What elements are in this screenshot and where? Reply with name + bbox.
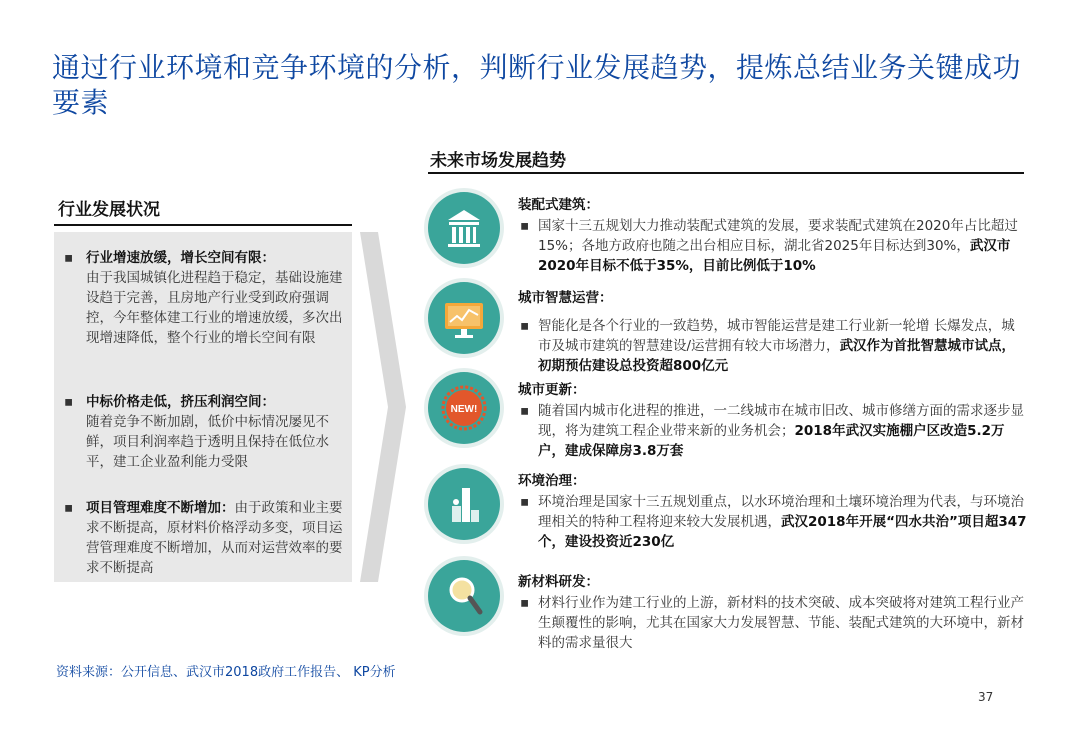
status-item-heading: 项目管理难度不断增加： (86, 500, 235, 516)
magnifier-icon (428, 560, 500, 632)
status-item-1 (64, 248, 344, 348)
status-item-body: 随着竞争不断加剧，低价中标情况屡见不鲜，项目利润率趋于透明且保持在低位水平，建工企业盈利能力受限 (86, 414, 329, 470)
trend-urban-renewal (518, 378, 1028, 461)
page-title: 通过行业环境和竞争环境的分析，判断行业发展趋势，提炼总结业务关键成功要素 (52, 51, 1022, 119)
new-badge-icon (428, 372, 500, 444)
trend-title: 环境治理： (518, 473, 586, 489)
svg-text:NEW!: NEW! (450, 404, 478, 415)
status-item-3 (64, 498, 344, 578)
bullet-icon: ▪ (520, 218, 530, 234)
bullet-icon: ▪ (64, 500, 74, 516)
bullet-icon: ▪ (520, 595, 530, 611)
status-item-body: 由于我国城镇化进程趋于稳定，基础设施建设趋于完善，且房地产行业受到政府强调控，今年整体建工行业的增速放缓，多次出现增速降低，整个行业的增长空间有限 (86, 270, 343, 346)
trend-title: 城市智慧运营： (518, 290, 613, 306)
trend-title: 新材料研发： (518, 574, 599, 590)
monitor-chart-icon (428, 282, 500, 354)
status-item-2 (64, 392, 344, 472)
trend-environment (518, 469, 1028, 552)
status-item-heading: 行业增速放缓，增长空间有限： (86, 250, 275, 266)
page-number: 37 (978, 690, 994, 704)
left-heading: 行业发展状况 (58, 200, 160, 220)
bullet-icon: ▪ (64, 394, 74, 410)
bullet-icon: ▪ (520, 318, 530, 334)
trend-title: 装配式建筑： (518, 197, 599, 213)
industry-status-panel (54, 232, 352, 582)
trend-emphasis: 武汉市2020年目标不低于35%，目前比例低于10% (538, 238, 1011, 274)
trend-smart-city (518, 286, 1028, 376)
bullet-icon: ▪ (520, 494, 530, 510)
trend-text: 国家十三五规划大力推动装配式建筑的发展，要求装配式建筑在2020年占比超过15%；各地方政府也随之出台相应目标，湖北省2025年目标达到30%， (538, 218, 1018, 254)
chevron-arrow-icon (360, 232, 406, 582)
trend-emphasis: 武汉作为首批智慧城市试点，初期预估建设总投资超800亿元 (538, 338, 1016, 374)
factory-chimney-icon (428, 468, 500, 540)
bank-building-icon (428, 192, 500, 264)
trend-text: 环境治理是国家十三五规划重点，以水环境治理和土壤环境治理为代表，与环境治理相关的特种工程将迎来较大发展机遇， (538, 494, 1024, 530)
trend-title: 城市更新： (518, 382, 586, 398)
status-item-heading: 中标价格走低，挤压利润空间： (86, 394, 275, 410)
trend-text: 随着国内城市化进程的推进，一二线城市在城市旧改、城市修缮方面的需求逐步显现，将为建筑工程企业带来新的业务机会； (538, 403, 1024, 439)
source-note: 资料来源：公开信息、武汉市2018政府工作报告、 KP分析 (56, 665, 396, 680)
right-divider (428, 172, 1024, 174)
left-divider (54, 224, 352, 226)
trend-new-materials (518, 570, 1028, 653)
trend-text: 智能化是各个行业的一致趋势，城市智能运营是建工行业新一轮增 长爆发点，城市及城市建筑的智慧建设/运营拥有较大市场潜力， (538, 318, 1015, 354)
trend-text: 材料行业作为建工行业的上游，新材料的技术突破、成本突破将对建筑工程行业产生颠覆性的影响，尤其在国家大力发展智慧、节能、装配式建筑的大环境中，新材料的需求量很大 (538, 595, 1024, 651)
trend-emphasis: 2018年武汉实施棚户区改造5.2万户，建成保障房3.8万套 (538, 423, 1005, 459)
status-item-body: 由于政策和业主要求不断提高，原材料价格浮动多变，项目运营管理难度不断增加，从而对运营效率的要求不断提高 (86, 500, 343, 576)
right-heading: 未来市场发展趋势 (430, 151, 566, 171)
bullet-icon: ▪ (520, 403, 530, 419)
trend-emphasis: 武汉2018年开展“四水共治”项目超347个，建设投资近230亿 (538, 514, 1027, 550)
bullet-icon: ▪ (64, 250, 74, 266)
trend-prefab-building (518, 193, 1028, 276)
